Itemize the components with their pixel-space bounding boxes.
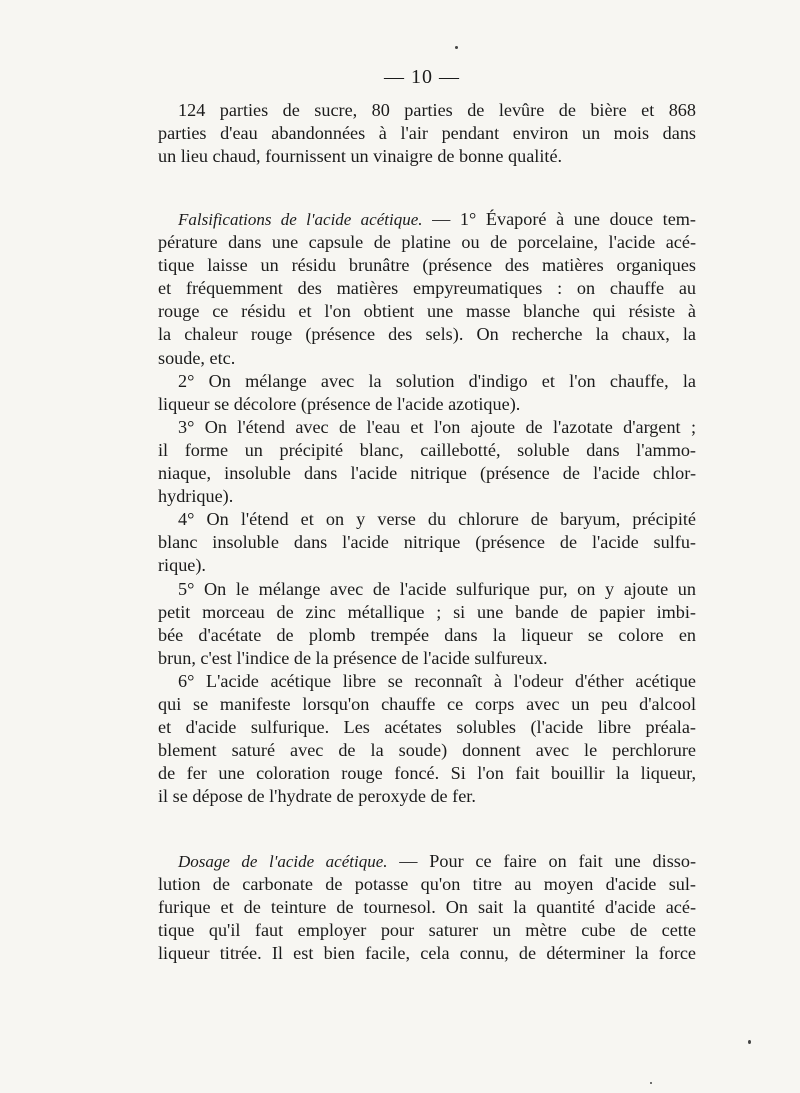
text-line: il se dépose de l'hydrate de peroxyde de fer.: [158, 786, 476, 807]
text-line: un lieu chaud, fournissent un vinaigre de bonne qualité.: [158, 146, 563, 167]
falsifications-section: [158, 208, 696, 808]
text-line: lution de carbonate de potasse qu'on titre au moyen d'acide sul-: [158, 874, 696, 895]
page-number: — 10 —: [384, 66, 460, 88]
text-line: 4° On l'étend et on y verse du chlorure de baryum, précipité: [178, 509, 696, 530]
text-line: petit morceau de zinc métallique ; si une bande de papier imbi-: [158, 601, 696, 622]
dosage-section: [158, 850, 696, 965]
text-line: bée d'acétate de plomb trempée dans la liqueur se colore en: [158, 624, 696, 645]
text-line: parties d'eau abandonnées à l'air pendant environ un mois dans: [158, 123, 696, 144]
text-line: et d'acide sulfurique. Les acétates solubles (l'acide libre préala-: [158, 717, 696, 738]
paper-speck: [455, 46, 458, 49]
text-line: niaque, insoluble dans l'acide nitrique (présence de l'acide chlor-: [158, 463, 696, 484]
text-fragment: — 1° Évaporé à une douce tem-: [422, 209, 696, 229]
text-line: 6° L'acide acétique libre se reconnaît à l'odeur d'éther acétique: [178, 670, 696, 691]
text-line: qui se manifeste lorsqu'on chauffe ce corps avec un peu d'alcool: [158, 693, 696, 714]
text-line: rique).: [158, 555, 206, 576]
text-fragment: — Pour ce faire on fait une disso-: [387, 851, 697, 871]
text-line: hydrique).: [158, 486, 234, 507]
text-line: soude, etc.: [158, 347, 236, 368]
text-line: rouge ce résidu et l'on obtient une masse blanche qui résiste à: [158, 301, 696, 322]
text-line: blanc insoluble dans l'acide nitrique (présence de l'acide sulfu-: [158, 532, 696, 553]
text-line: pérature dans une capsule de platine ou de porcelaine, l'acide acé-: [158, 232, 696, 253]
text-line: brun, c'est l'indice de la présence de l'acide sulfureux.: [158, 647, 548, 668]
text-line: 3° On l'étend avec de l'eau et l'on ajoute de l'azotate d'argent ;: [178, 416, 696, 437]
text-line: tique qu'il faut employer pour saturer un mètre cube de cette: [158, 920, 696, 941]
text-line: 2° On mélange avec la solution d'indigo et l'on chauffe, la: [178, 370, 696, 391]
text-line: liqueur titrée. Il est bien facile, cela connu, de déterminer la force: [158, 943, 696, 964]
text-line: de fer une coloration rouge foncé. Si l'on fait bouillir la liqueur,: [158, 763, 696, 784]
text-line: 5° On le mélange avec de l'acide sulfurique pur, on y ajoute un: [178, 578, 696, 599]
paper-speck: [650, 1082, 652, 1084]
section-first-line: [158, 208, 696, 231]
text-line: liqueur se décolore (présence de l'acide azotique).: [158, 393, 521, 414]
paper-speck: [748, 1040, 751, 1044]
section-heading: Falsifications de l'acide acétique.: [178, 210, 423, 229]
text-line: il forme un précipité blanc, caillebotté, soluble dans l'ammo-: [158, 439, 696, 460]
text-line: furique et de teinture de tournesol. On sait la quantité d'acide acé-: [158, 897, 696, 918]
text-line: 124 parties de sucre, 80 parties de levûre de bière et 868: [178, 100, 696, 120]
text-line: et fréquemment des matières empyreumatiques : on chauffe au: [158, 278, 696, 299]
section-heading: Dosage de l'acide acétique.: [178, 852, 388, 871]
section-first-line: [158, 850, 696, 873]
intro-paragraph: [158, 99, 696, 168]
text-line: blement saturé avec de la soude) donnent avec le perchlorure: [158, 740, 696, 761]
text-line: la chaleur rouge (présence des sels). On recherche la chaux, la: [158, 324, 696, 345]
text-line: tique laisse un résidu brunâtre (présence des matières organiques: [158, 255, 696, 276]
